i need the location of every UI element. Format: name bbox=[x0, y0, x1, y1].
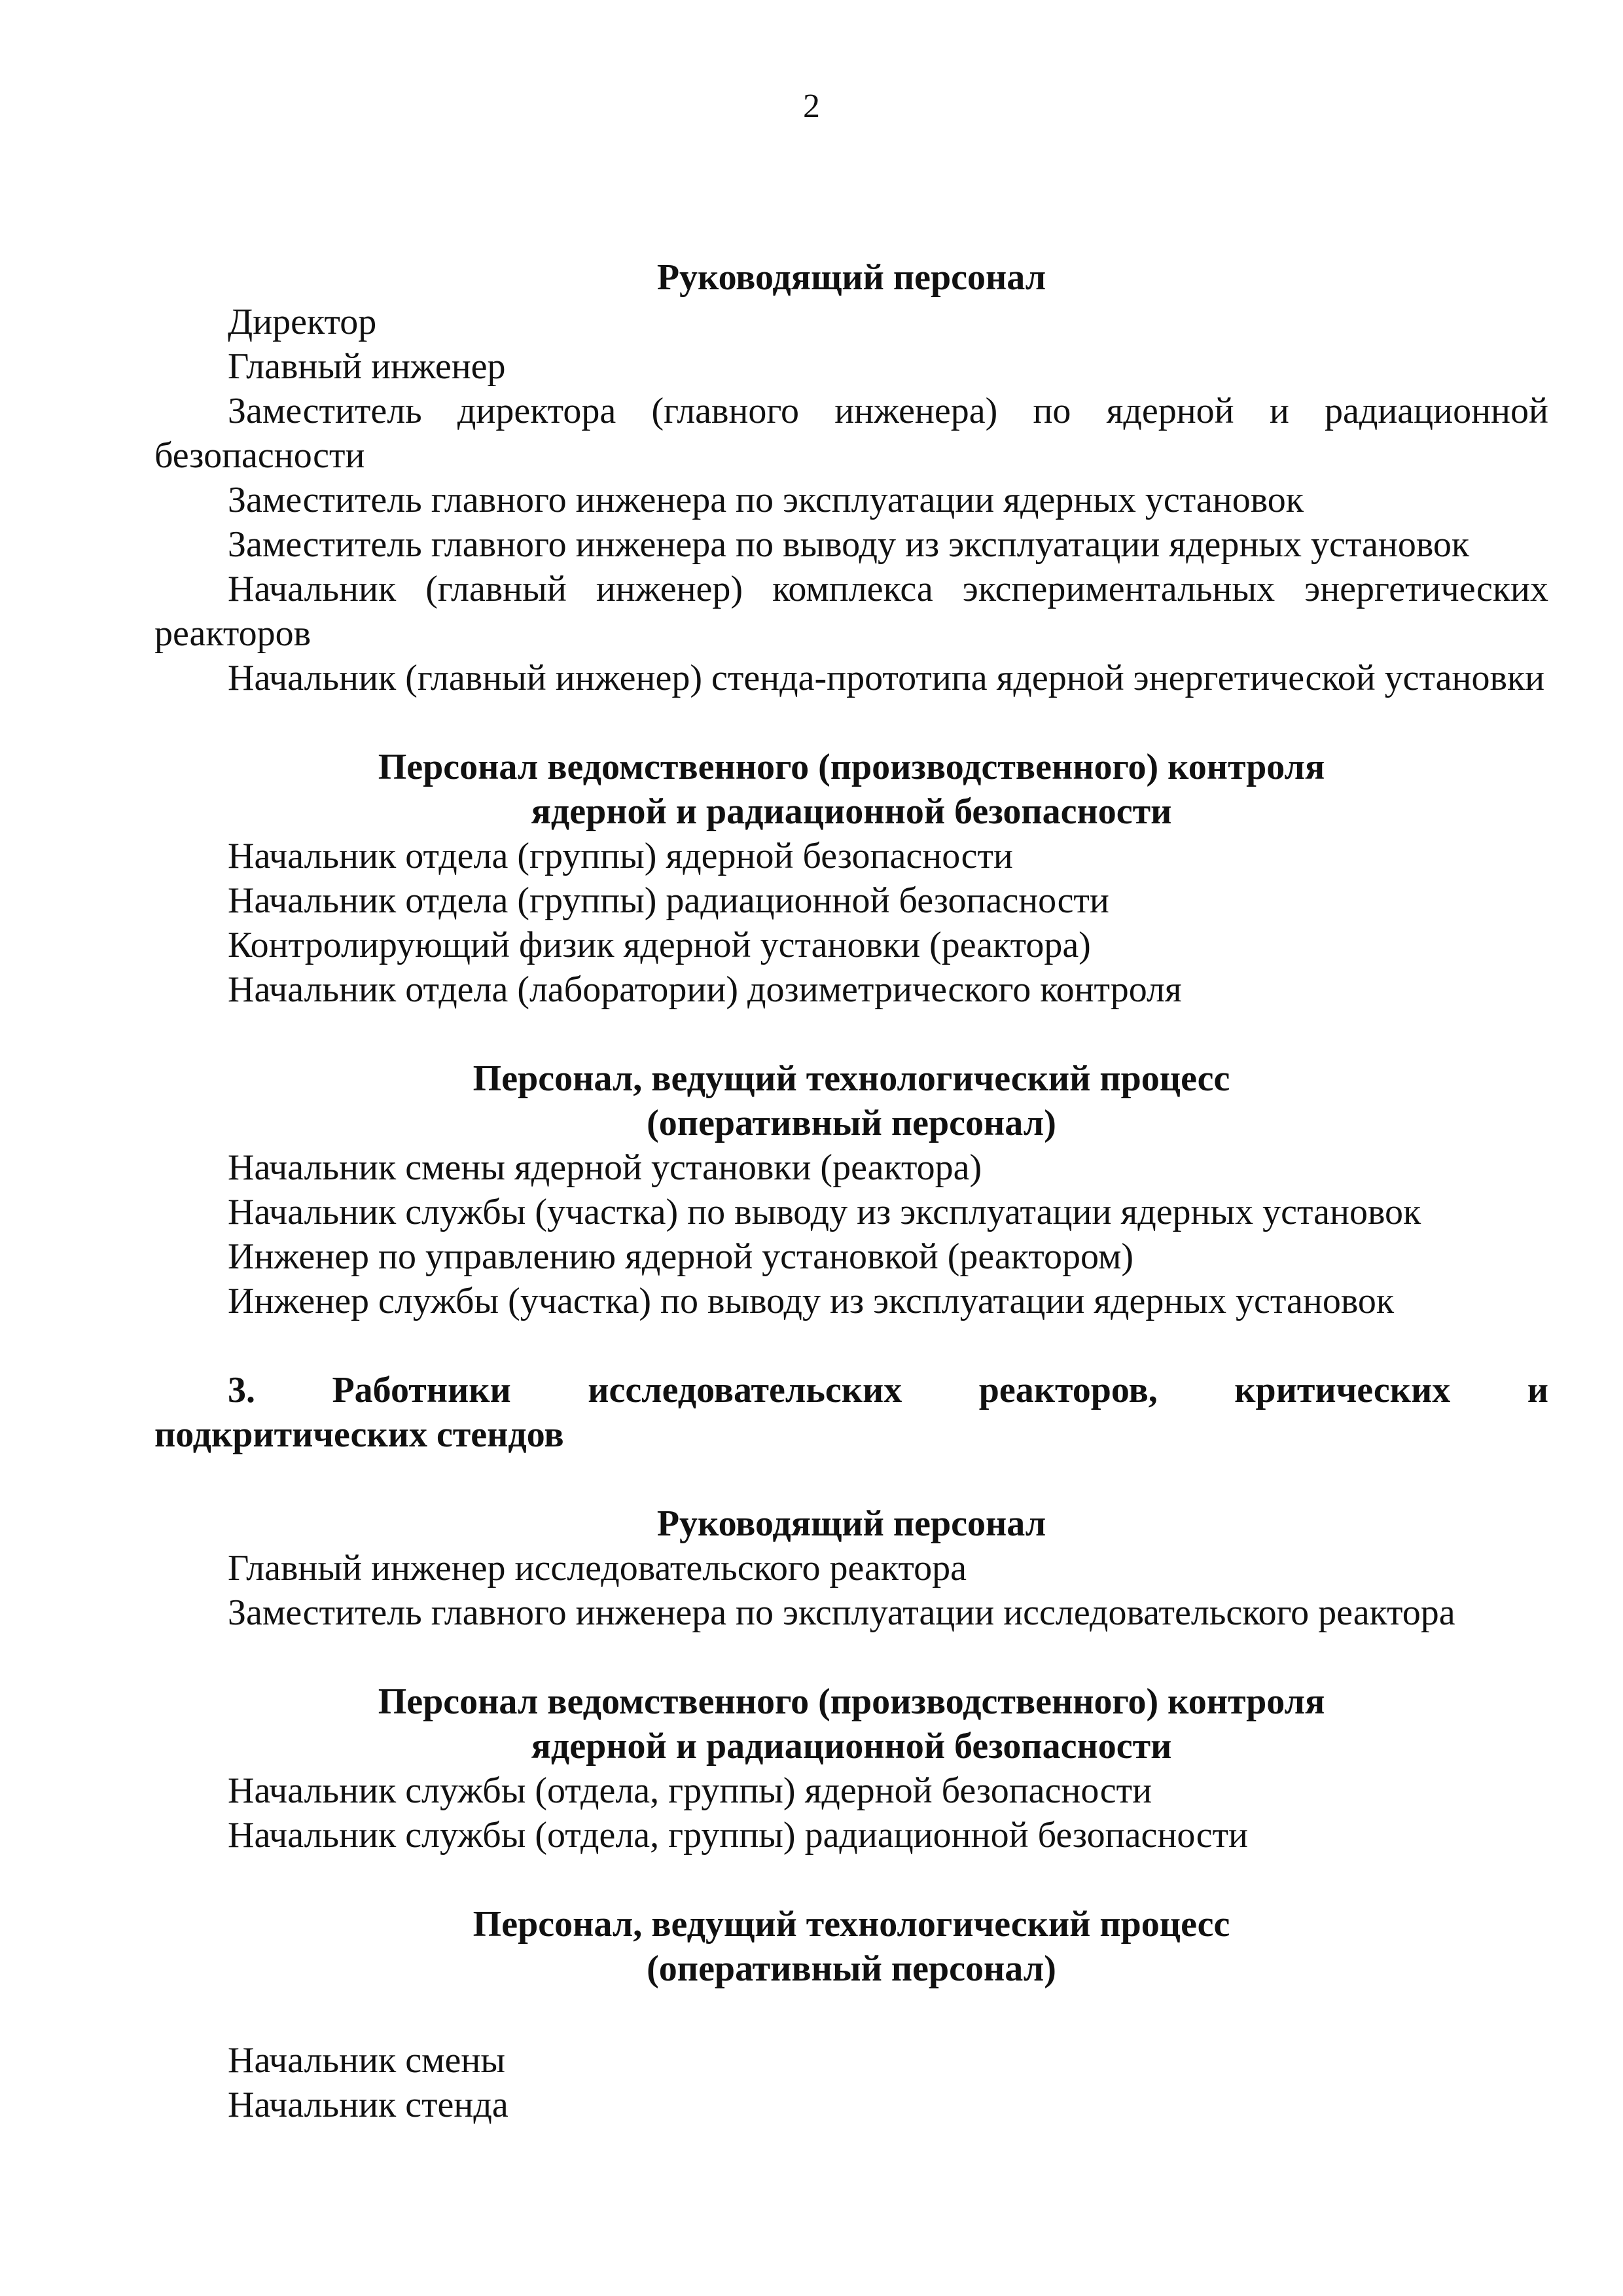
list-item: Инженер по управлению ядерной установкой (реактором) bbox=[228, 1236, 1134, 1277]
list-item: Заместитель главного инженера по эксплуатации ядерных установок bbox=[228, 480, 1304, 520]
list-item: Главный инженер исследовательского реактора bbox=[228, 1548, 967, 1588]
title-word: исследовательских bbox=[588, 1370, 902, 1410]
list-item: Начальник отдела (группы) радиационной безопасности bbox=[228, 880, 1109, 921]
title-word: реакторов, bbox=[978, 1370, 1158, 1410]
section-heading: Руководящий персонал bbox=[656, 1503, 1046, 1544]
list-item: Начальник смены ядерной установки (реактора) bbox=[228, 1147, 982, 1188]
list-item: Начальник смены bbox=[228, 2040, 505, 2081]
title-word: и bbox=[1527, 1370, 1548, 1410]
section-heading bbox=[154, 745, 1548, 834]
list-item: Контролирующий физик ядерной установки (реактора) bbox=[228, 925, 1091, 965]
heading-line: Персонал ведомственного (производственного) контроля bbox=[378, 747, 1325, 787]
heading-line: (оперативный персонал) bbox=[647, 1103, 1056, 1143]
list-item: Заместитель директора (главного инженера) по ядерной и радиационной безопасности bbox=[154, 391, 1548, 476]
page-number: 2 bbox=[803, 88, 820, 125]
title-word: критических bbox=[1234, 1370, 1451, 1410]
list-item: Начальник (главный инженер) комплекса экспериментальных энергетических реакторов bbox=[154, 569, 1548, 654]
section-title-line: подкритических стендов bbox=[154, 1414, 564, 1455]
list-item: Заместитель главного инженера по выводу из эксплуатации ядерных установок bbox=[228, 524, 1470, 565]
title-word: Работники bbox=[332, 1370, 511, 1410]
list-item: Начальник (главный инженер) стенда-прототипа ядерной энергетической установки bbox=[228, 658, 1545, 698]
section-heading: Руководящий персонал bbox=[656, 257, 1046, 298]
list-item: Начальник отдела (группы) ядерной безопасности bbox=[228, 836, 1013, 876]
heading-line: Персонал, ведущий технологический процесс bbox=[473, 1058, 1230, 1099]
list-item: Начальник отдела (лаборатории) дозиметрического контроля bbox=[228, 969, 1182, 1010]
section-number: 3. bbox=[228, 1370, 255, 1410]
list-item: Начальник службы (участка) по выводу из эксплуатации ядерных установок bbox=[228, 1192, 1421, 1232]
list-item: Заместитель главного инженера по эксплуатации исследовательского реактора bbox=[228, 1592, 1455, 1633]
heading-line: Персонал ведомственного (производственного) контроля bbox=[378, 1681, 1325, 1722]
heading-line: ядерной и радиационной безопасности bbox=[531, 791, 1172, 832]
document-body bbox=[154, 255, 1548, 2127]
list-item: Директор bbox=[228, 302, 377, 342]
section-title-line bbox=[154, 1368, 1548, 1412]
section-3-title bbox=[154, 1368, 1548, 1457]
list-item: Начальник стенда bbox=[228, 2085, 508, 2125]
heading-line: ядерной и радиационной безопасности bbox=[531, 1726, 1172, 1767]
list-item: Начальник службы (отдела, группы) ядерной безопасности bbox=[228, 1770, 1152, 1811]
heading-line: (оперативный персонал) bbox=[647, 1948, 1056, 1989]
section-heading bbox=[154, 1679, 1548, 1768]
section-heading bbox=[154, 1902, 1548, 1991]
section-heading bbox=[154, 1056, 1548, 1145]
list-item: Начальник службы (отдела, группы) радиационной безопасности bbox=[228, 1815, 1249, 1856]
heading-line: Персонал, ведущий технологический процесс bbox=[473, 1904, 1230, 1945]
list-item: Главный инженер bbox=[228, 346, 506, 387]
list-item: Инженер службы (участка) по выводу из эксплуатации ядерных установок bbox=[228, 1281, 1395, 1321]
